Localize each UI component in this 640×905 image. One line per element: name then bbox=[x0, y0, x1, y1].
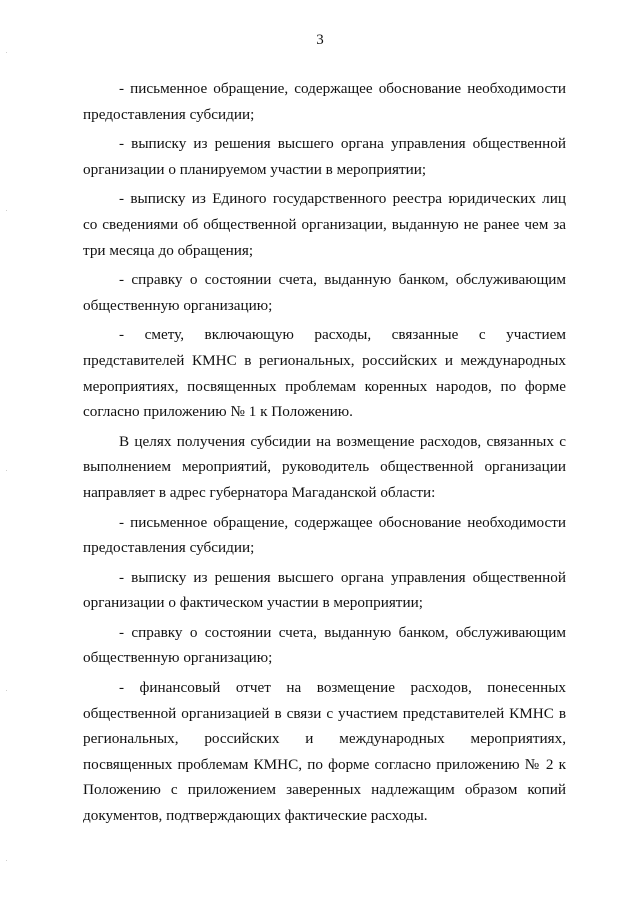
scan-speck bbox=[6, 690, 7, 691]
paragraph-list-item: - смету, включающую расходы, связанные с участием представителей КМНС в региональных, российских и международных мероприятиях, посвященных проблемам коренных народов, по форме согласно приложению № 1 к Положению. bbox=[83, 326, 566, 421]
paragraph-list-item: - справку о состоянии счета, выданную банком, обслуживающим общественную организацию; bbox=[83, 271, 566, 314]
document-body bbox=[83, 76, 566, 833]
scan-speck bbox=[6, 470, 7, 471]
paragraph-list-item: - письменное обращение, содержащее обоснование необходимости предоставления субсидии; bbox=[83, 80, 566, 123]
paragraph-list-item: - выписку из решения высшего органа управления общественной организации о фактическом участии в мероприятии; bbox=[83, 568, 566, 612]
paragraph-list-item: - выписку из решения высшего органа управления общественной организации о планируемом участии в мероприятии; bbox=[83, 135, 566, 178]
paragraph-intro: В целях получения субсидии на возмещение расходов, связанных с выполнением мероприятий, руководитель общественной организации направляет в адрес губернатора Магаданской области: bbox=[83, 432, 566, 501]
page-number: 3 bbox=[316, 32, 324, 48]
scan-speck bbox=[6, 52, 7, 53]
paragraph-list-item: - финансовый отчет на возмещение расходов, понесенных общественной организацией в связи с участием представителей КМНС в региональных, российских и международных мероприятиях, посвященных проблемам КМНС, по форме согласно приложению № 2 к Положению с приложением заверенных надлежащим образом копий документов, подтверждающих фактические расходы. bbox=[83, 679, 566, 825]
paragraph-list-item: - справку о состоянии счета, выданную банком, обслуживающим общественную организацию; bbox=[83, 623, 566, 667]
scan-speck bbox=[6, 860, 7, 861]
paragraph-list-item: - письменное обращение, содержащее обоснование необходимости предоставления субсидии; bbox=[83, 513, 566, 557]
scan-speck bbox=[6, 210, 7, 211]
paragraph-list-item: - выписку из Единого государственного реестра юридических лиц со сведениями об общественной организации, выданную не ранее чем за три месяца до обращения; bbox=[83, 190, 566, 259]
